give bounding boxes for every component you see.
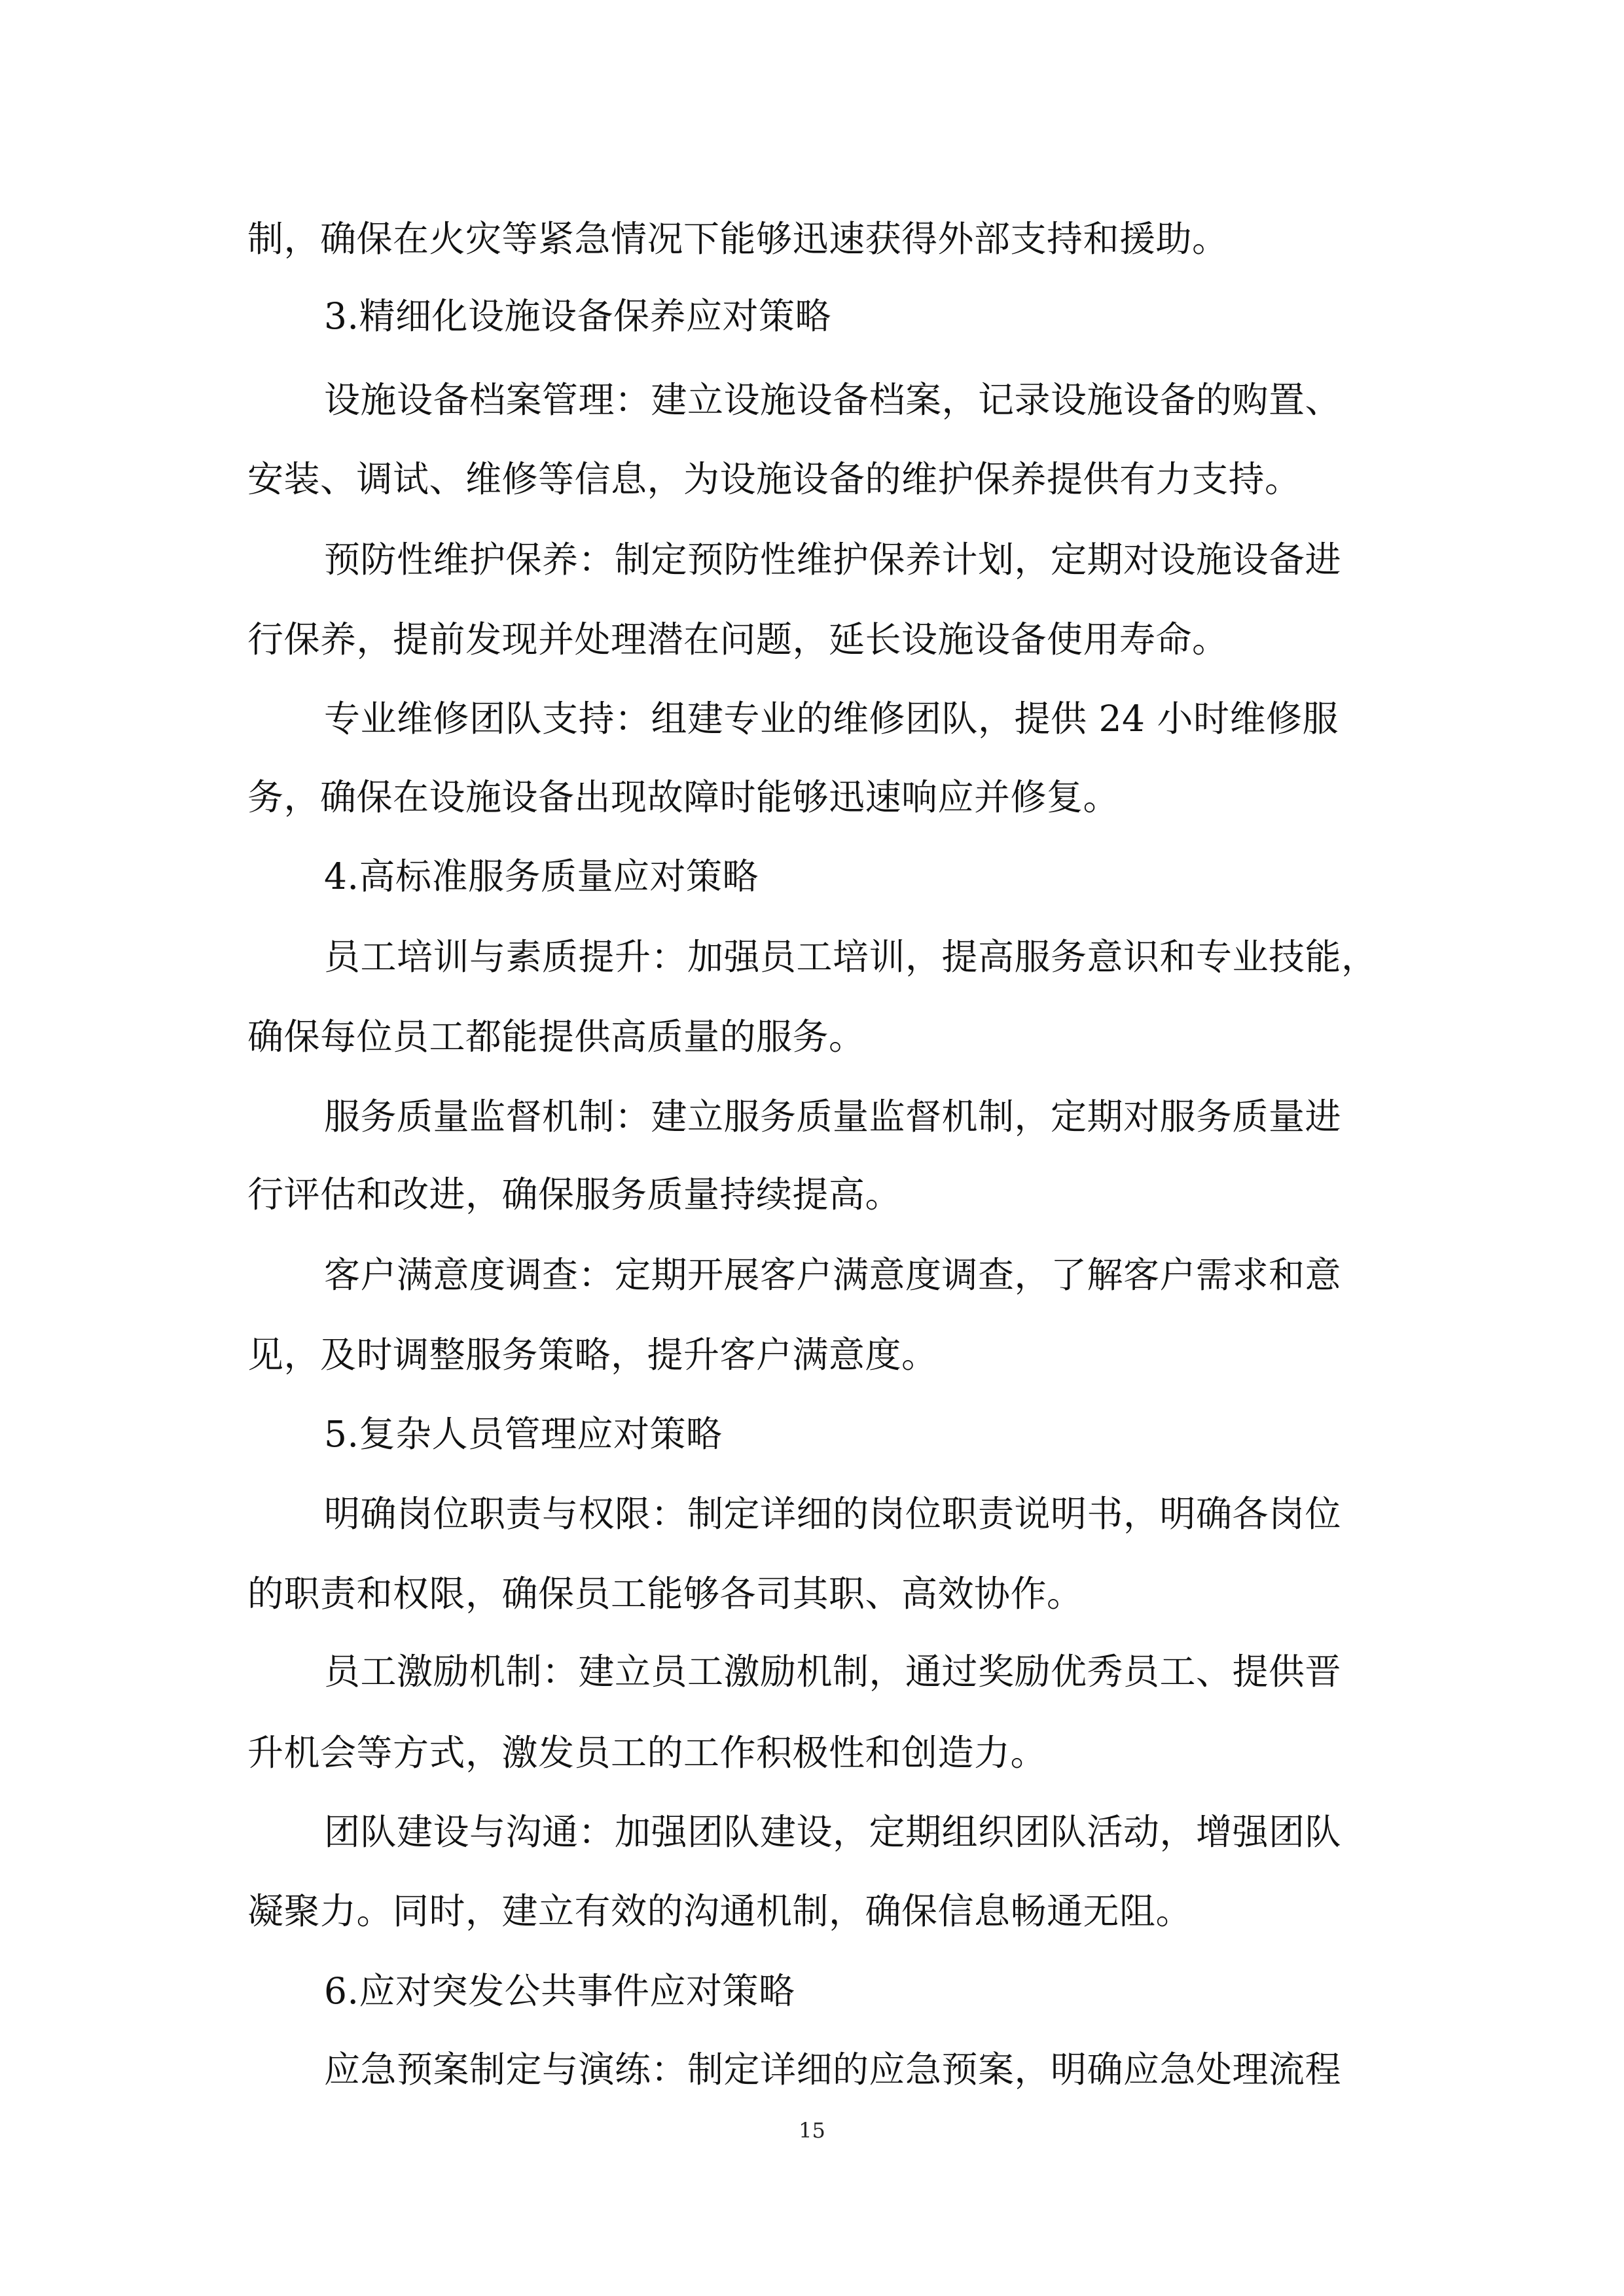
page-number: 15 — [799, 2118, 825, 2143]
paragraph-line: 见，及时调整服务策略，提升客户满意度。 — [247, 1334, 938, 1376]
paragraph-line: 明确岗位职责与权限：制定详细的岗位职责说明书，明确各岗位 — [324, 1493, 1342, 1535]
paragraph-line: 服务质量监督机制：建立服务质量监督机制，定期对服务质量进 — [324, 1096, 1342, 1138]
paragraph-line: 升机会等方式，激发员工的工作积极性和创造力。 — [247, 1732, 1047, 1774]
paragraph-line: 安装、调试、维修等信息，为设施设备的维护保养提供有力支持。 — [247, 458, 1301, 500]
paragraph-line: 务，确保在设施设备出现故障时能够迅速响应并修复。 — [247, 776, 1120, 818]
paragraph-line: 员工激励机制：建立员工激励机制，通过奖励优秀员工、提供晋 — [324, 1651, 1342, 1693]
paragraph-line: 确保每位员工都能提供高质量的服务。 — [247, 1016, 865, 1058]
section-heading: 6.应对突发公共事件应对策略 — [324, 1970, 795, 2012]
paragraph-line: 凝聚力。同时，建立有效的沟通机制，确保信息畅通无阻。 — [247, 1890, 1193, 1932]
paragraph-line: 设施设备档案管理：建立设施设备档案，记录设施设备的购置、 — [324, 379, 1342, 421]
paragraph-line: 制，确保在火灾等紧急情况下能够迅速获得外部支持和援助。 — [247, 218, 1229, 260]
paragraph-line: 的职责和权限，确保员工能够各司其职、高效协作。 — [247, 1573, 1083, 1615]
paragraph-line: 行保养，提前发现并处理潜在问题，延长设施设备使用寿命。 — [247, 619, 1229, 660]
paragraph-line: 专业维修团队支持：组建专业的维修团队，提供 24 小时维修服 — [324, 698, 1339, 740]
paragraph-line: 员工培训与素质提升：加强员工培训，提高服务意识和专业技能， — [324, 936, 1378, 978]
section-heading: 5.复杂人员管理应对策略 — [324, 1413, 723, 1455]
section-heading: 3.精细化设施设备保养应对策略 — [324, 295, 831, 337]
paragraph-line: 客户满意度调查：定期开展客户满意度调查，了解客户需求和意 — [324, 1254, 1342, 1296]
paragraph-line: 团队建设与沟通：加强团队建设，定期组织团队活动，增强团队 — [324, 1811, 1342, 1853]
paragraph-line: 预防性维护保养：制定预防性维护保养计划，定期对设施设备进 — [324, 539, 1342, 581]
section-heading: 4.高标准服务质量应对策略 — [324, 855, 759, 897]
paragraph-line: 应急预案制定与演练：制定详细的应急预案，明确应急处理流程 — [324, 2049, 1342, 2090]
paragraph-line: 行评估和改进，确保服务质量持续提高。 — [247, 1174, 902, 1215]
